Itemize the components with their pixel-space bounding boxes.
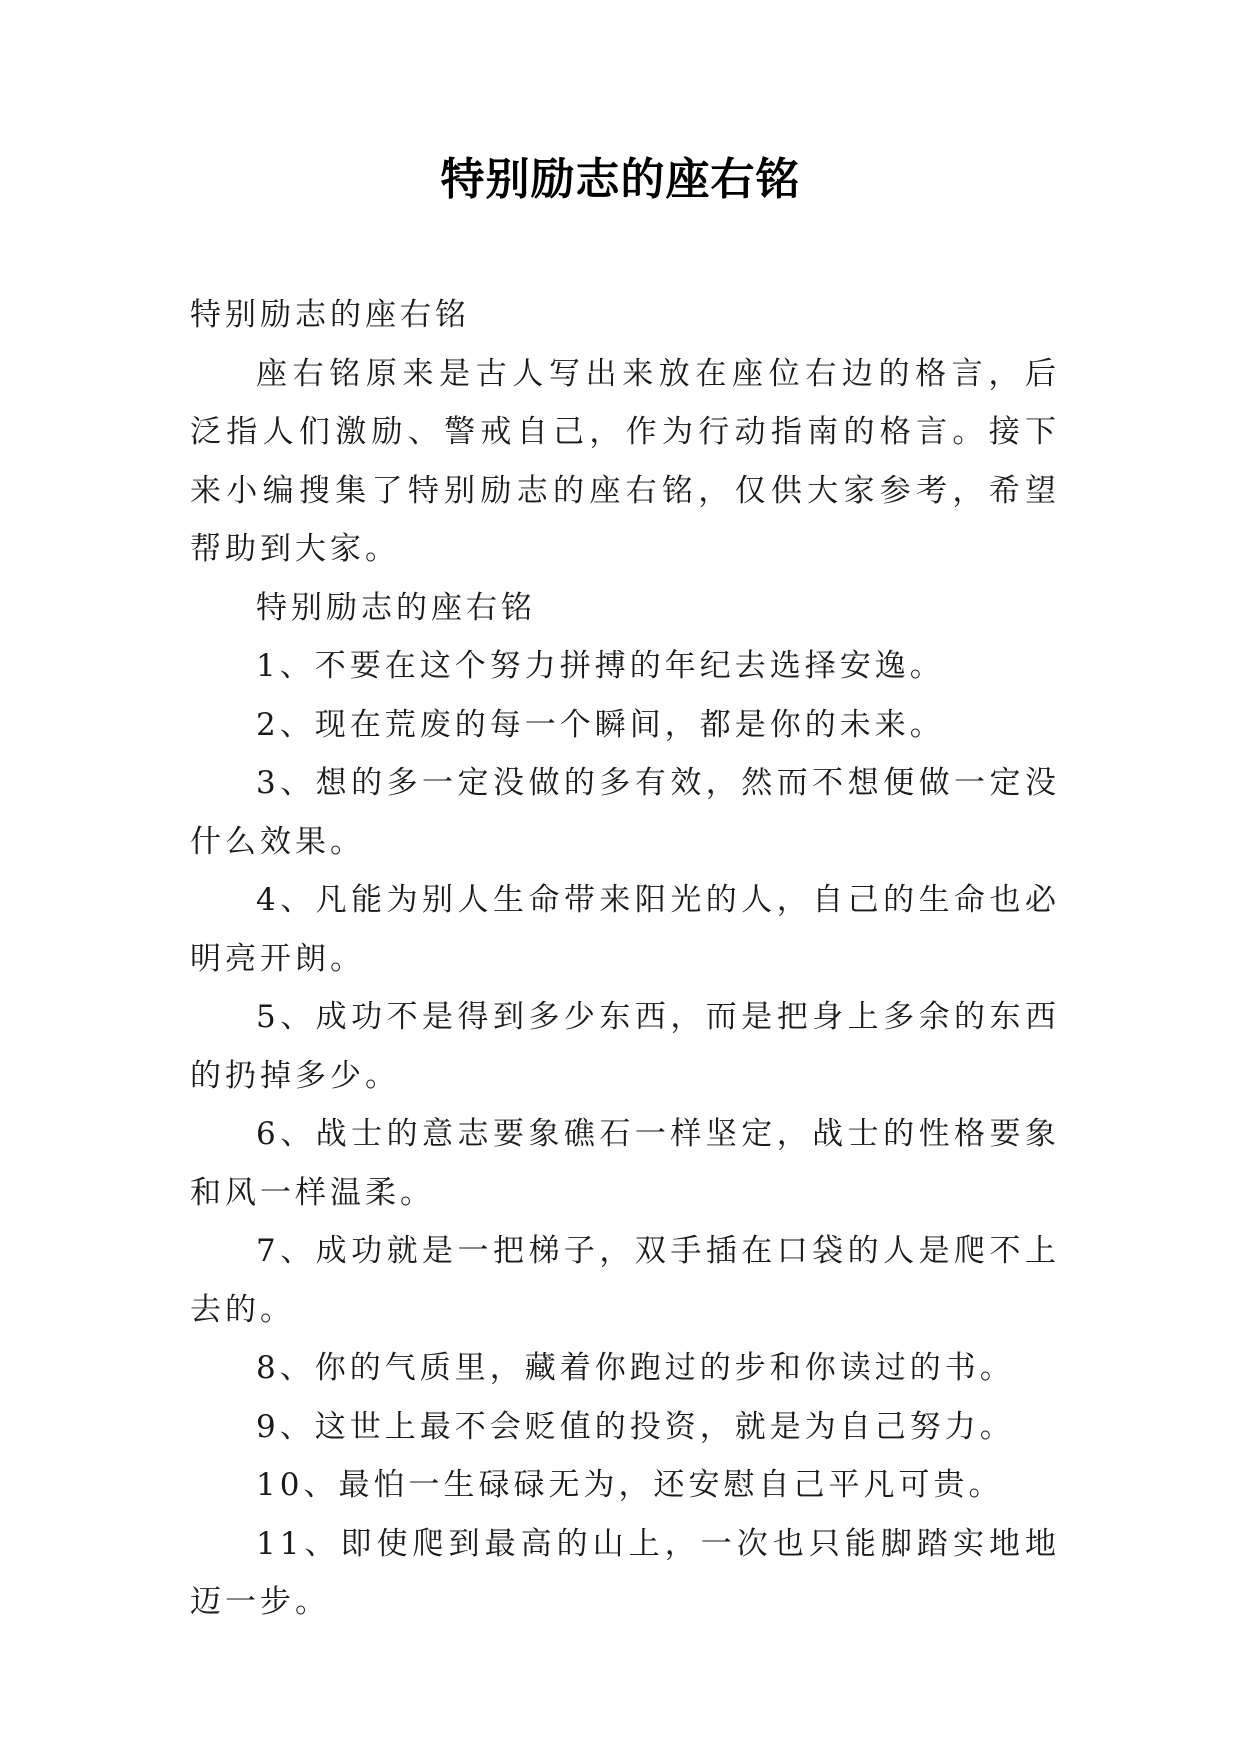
motto-item: 1、不要在这个努力拼搏的年纪去选择安逸。 <box>256 648 945 684</box>
paragraph-heading: 特别励志的座右铭 <box>190 297 470 333</box>
motto-item: 4、凡能为别人生命带来阳光的人，自己的生命也必明亮开朗。 <box>190 882 1060 977</box>
motto-item: 11、即使爬到最高的山上，一次也只能脚踏实地地迈一步。 <box>190 1525 1060 1620</box>
motto-item: 7、成功就是一把梯子，双手插在口袋的人是爬不上去的。 <box>190 1233 1060 1328</box>
motto-item: 9、这世上最不会贬值的投资，就是为自己努力。 <box>256 1408 1015 1445</box>
document-body <box>190 286 1060 1632</box>
motto-item: 5、成功不是得到多少东西，而是把身上多余的东西的扔掉多少。 <box>190 999 1060 1094</box>
motto-item: 6、战士的意志要象礁石一样坚定，战士的性格要象和风一样温柔。 <box>190 1116 1060 1211</box>
motto-item: 3、想的多一定没做的多有效，然而不想便做一定没什么效果。 <box>190 765 1060 860</box>
motto-item: 2、现在荒废的每一个瞬间，都是你的未来。 <box>256 706 945 743</box>
motto-item: 10、最怕一生碌碌无为，还安慰自己平凡可贵。 <box>256 1467 1004 1503</box>
motto-item: 8、你的气质里，藏着你跑过的步和你读过的书。 <box>256 1350 1015 1386</box>
paragraph-intro: 座右铭原来是古人写出来放在座位右边的格言，后泛指人们激励、警戒自己，作为行动指南的格言。接下来小编搜集了特别励志的座右铭，仅供大家参考，希望帮助到大家。 <box>190 355 1060 567</box>
document-title: 特别励志的座右铭 <box>440 154 801 205</box>
paragraph-subheading: 特别励志的座右铭 <box>256 589 536 626</box>
